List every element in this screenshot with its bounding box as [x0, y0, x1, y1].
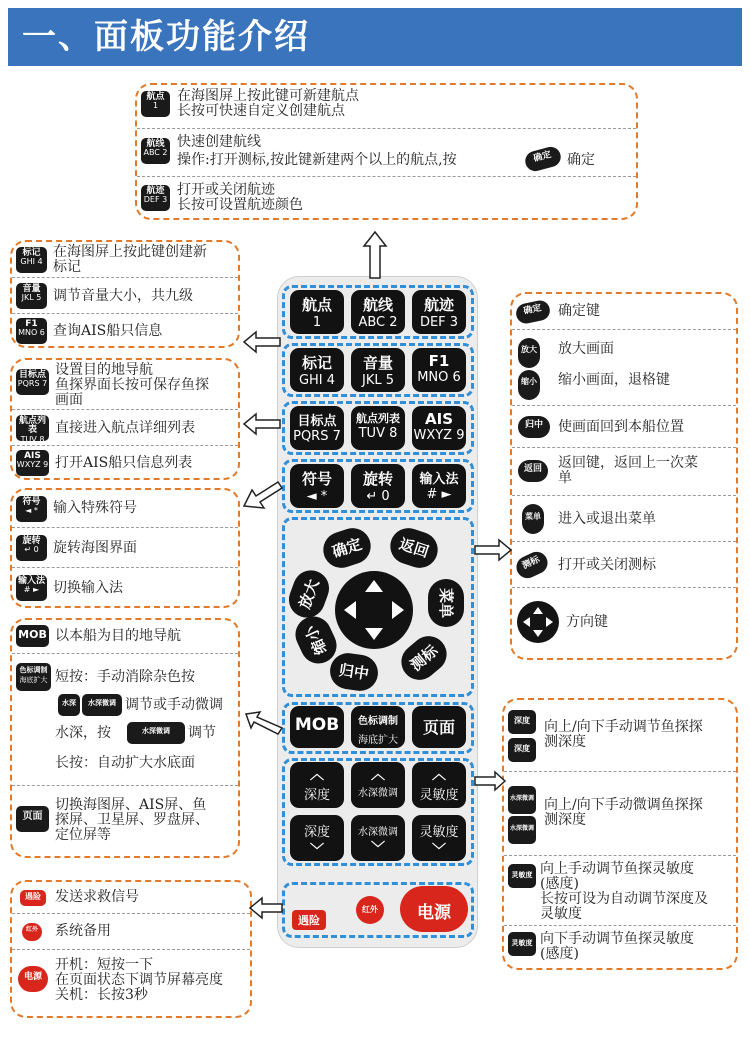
info-text: 调节或手动微调 [125, 697, 223, 713]
info-text: 长按可设为自动调节深度及 [540, 891, 708, 907]
info-text: 切换输入法 [53, 580, 123, 596]
info-text: 旋转海图界面 [53, 540, 137, 556]
right-info-panel-1 [510, 292, 738, 660]
key-icon-zoom-out: 缩小 [518, 370, 540, 400]
remote-key-ais[interactable]: AIS WXYZ 9 [412, 406, 466, 450]
key-icon-volume: 音量 JKL 5 [16, 283, 47, 309]
left-info-panel-2 [10, 358, 240, 480]
info-row-depth-fine [504, 772, 736, 856]
remote-key-depth-fine-up[interactable]: ︿ 水深微调 [351, 762, 405, 808]
info-text: 向上手动调节鱼探灵敏度 [540, 861, 694, 877]
remote-key-waypoint[interactable]: 航点 1 [290, 290, 344, 334]
remote-key-measure[interactable]: 测标 [394, 629, 454, 687]
info-row-volume [12, 278, 238, 314]
remote-key-depth-fine-down[interactable]: 水深微调 ﹀ [351, 815, 405, 861]
key-icon-track: 航迹 DEF 3 [141, 185, 170, 211]
info-text: (感度) [540, 876, 579, 892]
info-row-waypoint [137, 85, 636, 129]
key-icon-mob: MOB [16, 625, 49, 647]
left-info-panel-3 [10, 488, 240, 608]
left-info-panel-5 [10, 880, 252, 1018]
info-text: 打开或关闭航迹 [177, 182, 275, 198]
remote-key-power[interactable]: 电源 [400, 886, 468, 932]
info-row-direction [512, 588, 736, 660]
remote-key-rotate[interactable]: 旋转 ↵ 0 [351, 464, 405, 508]
info-text: 标记 [53, 259, 81, 275]
info-text: 调节音量大小，共九级 [53, 288, 193, 304]
key-icon-f1: F1 MNO 6 [16, 318, 47, 344]
remote-key-distress[interactable]: 遇险 [292, 910, 326, 930]
info-text: 打开或关闭测标 [558, 557, 656, 573]
info-text: 查询AIS船只信息 [53, 323, 163, 339]
info-text: 长按可设置航迹颜色 [177, 197, 303, 213]
info-text: 灵敏度 [540, 906, 582, 922]
key-icon-color-gain: 色标调制 海底扩大 [16, 663, 51, 691]
info-row-mark [12, 242, 238, 278]
info-text: 探屏、卫星屏、罗盘屏、 [55, 812, 209, 828]
remote-key-depth-up[interactable]: ︿ 深度 [290, 762, 344, 808]
key-icon-input-method: 输入法 # ► [16, 575, 47, 601]
key-icon-ais: AIS WXYZ 9 [16, 450, 49, 476]
key-icon-mark: 标记 GHI 4 [16, 247, 47, 273]
info-text: 画面 [55, 392, 83, 408]
right-info-panel-2 [502, 698, 738, 970]
arrow-left-icon [242, 412, 282, 436]
key-icon-depth: 水深 [58, 694, 80, 716]
info-row-confirm [512, 294, 736, 330]
remote-key-f1[interactable]: F1 MNO 6 [412, 348, 466, 392]
direction-pad-icon [516, 600, 560, 644]
info-row-sensitivity-down [504, 926, 736, 970]
remote-key-input-method[interactable]: 输入法 # ► [412, 464, 466, 508]
arrow-left-icon [244, 708, 284, 738]
arrow-right-icon [473, 538, 513, 562]
key-icon-zoom-in: 放大 [518, 338, 540, 368]
remote-key-depth-down[interactable]: 深度 ﹀ [290, 815, 344, 861]
key-icon-page: 页面 [16, 806, 49, 832]
info-text: 系统备用 [55, 923, 111, 939]
key-icon-route: 航线 ABC 2 [141, 138, 170, 164]
info-row-mob [12, 620, 238, 654]
info-row-menu [512, 496, 736, 542]
remote-key-zoom-out[interactable]: 缩小 [290, 611, 343, 670]
remote-key-track[interactable]: 航迹 DEF 3 [412, 290, 466, 334]
info-text: 向下手动调节鱼探灵敏度 [540, 931, 694, 947]
direction-pad-icon[interactable] [334, 570, 414, 650]
info-text: 测深度 [544, 812, 586, 828]
key-icon-depth-fine-down: 水深微调 [508, 816, 536, 844]
info-text: 水深，按 [55, 725, 111, 741]
left-info-panel-1 [10, 240, 240, 348]
remote-key-page[interactable]: 页面 [412, 706, 466, 748]
key-icon-menu: 菜单 [522, 504, 544, 534]
info-text: 确定 [567, 152, 595, 168]
remote-key-mark[interactable]: 标记 GHI 4 [290, 348, 344, 392]
info-text: 输入特殊符号 [53, 500, 137, 516]
info-text: 短按：手动消除杂色按 [55, 669, 195, 685]
info-row-color-gain [12, 654, 238, 786]
key-icon-distress: 遇险 [20, 890, 46, 906]
key-icon-depth-fine: 水深微调 [82, 694, 122, 716]
info-row-back [512, 448, 736, 496]
info-row-page [12, 786, 238, 858]
info-text: 返回键，返回上一次菜 [558, 455, 698, 471]
info-text: 单 [558, 470, 572, 486]
info-text: 使画面回到本船位置 [558, 419, 684, 435]
info-row-f1 [12, 314, 238, 348]
info-row-route [137, 129, 636, 177]
info-row-center [512, 406, 736, 448]
info-text: (感度) [540, 946, 579, 962]
remote-key-sensitivity-down[interactable]: 灵敏度 ﹀ [412, 815, 466, 861]
arrow-left-icon [242, 330, 282, 354]
info-text: 缩小画面，退格键 [558, 372, 670, 388]
info-text: 测深度 [544, 734, 586, 750]
info-row-track [137, 177, 636, 220]
arrow-left-icon [242, 478, 286, 512]
key-icon-infrared: 红外 [22, 923, 42, 941]
info-text: 关机：长按3秒 [55, 987, 148, 1003]
info-text: 调节 [188, 725, 216, 741]
key-icon-measure: 测标 [513, 548, 551, 581]
remote-key-symbol[interactable]: 符号 ◄ * [290, 464, 344, 508]
page-title: 一、面板功能介绍 [8, 8, 742, 66]
key-icon-sensitivity-down: 灵敏度 [508, 932, 536, 956]
info-row-symbol [12, 490, 238, 528]
info-row-waypoint-list [12, 410, 238, 446]
key-icon-power: 电源 [18, 966, 48, 992]
arrow-right-icon [473, 770, 507, 792]
info-row-target [12, 360, 238, 410]
key-icon-depth-down: 深度 [508, 738, 536, 762]
info-text: 直接进入航点详细列表 [55, 420, 195, 436]
info-text: 以本船为目的地导航 [55, 628, 181, 644]
info-row-infrared [12, 914, 250, 950]
remote-key-waypoint-list[interactable]: 航点列表 TUV 8 [351, 406, 405, 450]
info-text: 在海图屏上按此键可新建航点 [177, 88, 359, 104]
key-icon-waypoint-list: 航点列表 TUV 8 [16, 415, 49, 441]
info-text: 确定键 [558, 303, 600, 319]
key-icon-back: 返回 [518, 460, 548, 482]
info-text: 长按可快速自定义创建航点 [177, 103, 345, 119]
left-info-panel-4 [10, 618, 240, 858]
key-icon-waypoint: 航点 1 [141, 91, 170, 117]
info-row-power [12, 950, 250, 1018]
remote-key-sensitivity-up[interactable]: ︿ 灵敏度 [412, 762, 466, 808]
info-text: 方向键 [566, 614, 608, 630]
info-row-depth [504, 700, 736, 772]
key-icon-sensitivity-up: 灵敏度 [508, 864, 536, 888]
info-text: 打开AIS船只信息列表 [55, 455, 193, 471]
key-icon-confirm: 确定 [523, 145, 563, 174]
info-text: 发送求救信号 [55, 889, 139, 905]
remote-key-menu[interactable]: 菜单 [428, 579, 464, 627]
info-text: 设置目的地导航 [55, 362, 153, 378]
info-text: 在页面状态下调节屏幕亮度 [55, 972, 223, 988]
key-icon-confirm: 确定 [514, 299, 551, 326]
key-icon-symbol: 符号 ◄ * [16, 496, 47, 522]
info-row-rotate [12, 528, 238, 568]
info-text: 定位屏等 [55, 827, 111, 843]
remote-key-back[interactable]: 返回 [386, 523, 443, 572]
top-info-panel [135, 83, 638, 220]
info-text: 开机：短按一下 [55, 957, 153, 973]
remote-key-target[interactable]: 目标点 PQRS 7 [290, 406, 344, 450]
info-text: 鱼探界面长按可保存鱼探 [55, 377, 209, 393]
info-text: 操作:打开测标,按此键新建两个以上的航点,按 [177, 152, 457, 168]
key-icon-center: 归中 [518, 416, 550, 438]
remote-key-confirm[interactable]: 确定 [319, 523, 376, 572]
info-text: 进入或退出菜单 [558, 511, 656, 527]
remote-key-center[interactable]: 归中 [328, 651, 381, 693]
remote-key-infrared[interactable]: 红外 [356, 896, 384, 924]
remote-key-volume[interactable]: 音量 JKL 5 [351, 348, 405, 392]
info-text: 长按：自动扩大水底面 [55, 755, 195, 771]
remote-key-mob[interactable]: MOB [290, 706, 344, 748]
info-text: 向上/向下手动微调鱼探探 [544, 797, 703, 813]
info-text: 向上/向下手动调节鱼探探 [544, 719, 703, 735]
remote-key-route[interactable]: 航线 ABC 2 [351, 290, 405, 334]
info-row-ais [12, 446, 238, 480]
arrow-up-icon [362, 230, 388, 280]
arrow-left-icon [248, 896, 284, 920]
key-icon-depth-fine: 水深微调 [127, 722, 185, 744]
info-row-distress [12, 882, 250, 914]
info-row-input-method [12, 568, 238, 608]
key-icon-depth-up: 深度 [508, 710, 536, 734]
info-text: 切换海图屏、AIS屏、鱼 [55, 797, 207, 813]
remote-key-zoom-in[interactable]: 放大 [284, 565, 334, 622]
key-icon-depth-fine-up: 水深微调 [508, 786, 536, 814]
info-row-sensitivity-up [504, 856, 736, 926]
info-row-zoom [512, 330, 736, 406]
key-icon-target: 目标点 PQRS 7 [16, 369, 49, 395]
info-row-measure [512, 542, 736, 588]
key-icon-rotate: 旋转 ↵ 0 [16, 535, 47, 561]
info-text: 放大画面 [558, 341, 614, 357]
remote-key-color-gain[interactable]: 色标调制 海底扩大 [351, 706, 405, 748]
info-text: 快速创建航线 [177, 134, 261, 150]
info-text: 在海图屏上按此键创建新 [53, 244, 207, 260]
